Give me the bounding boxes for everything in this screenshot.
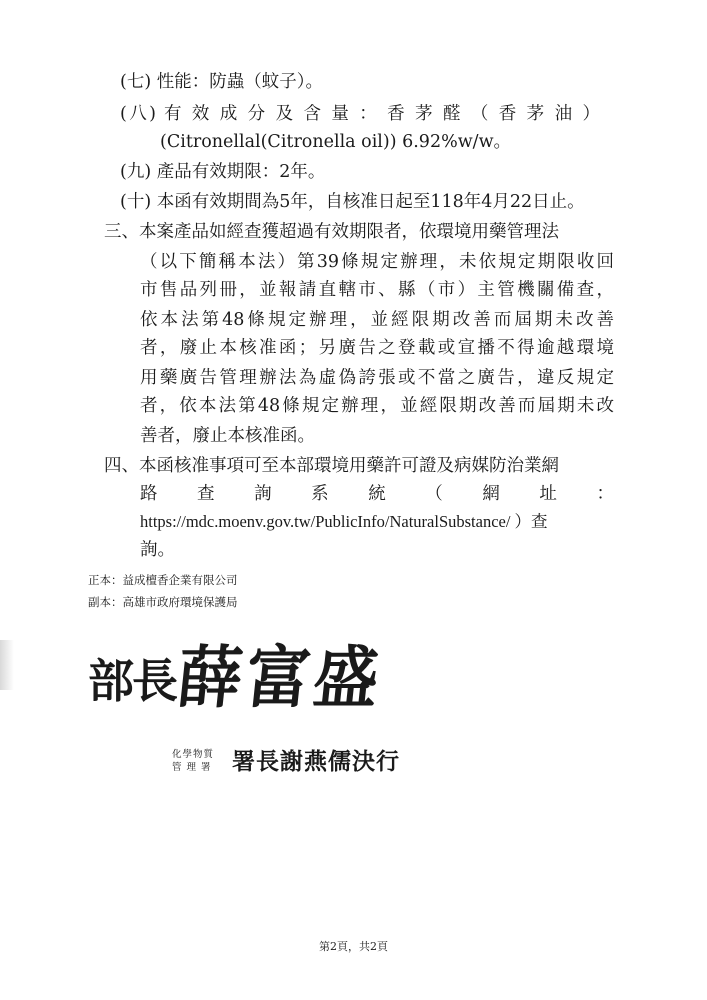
agency-name-line1: 化學物質 xyxy=(172,749,215,760)
item-ten: (十) 本函有效期間為5年，自核准日起至118年4月22日止。 xyxy=(120,192,585,212)
agency-name xyxy=(172,748,228,774)
section-three-line8: 善者，廢止本核准函。 xyxy=(140,426,315,446)
section-three-line3: 市售品列冊，並報請直轄市、縣（市）主管機關備查， xyxy=(140,280,614,300)
section-three-line1: 三、本案產品如經查獲超過有效期限者，依環境用藥管理法 xyxy=(104,222,559,242)
agency-name-line2: 管 理 署 xyxy=(172,762,212,773)
decision-line: 署長謝燕儒決行 xyxy=(232,748,400,775)
item-eight-line1: (八) 有 效 成 分 及 含 量 ： 香 茅 醛 （ 香 茅 油 ） xyxy=(120,104,600,124)
section-three-line2: （以下簡稱本法）第39條規定辦理，未依規定期限收回 xyxy=(140,252,614,272)
section-three-line7: 者，依本法第48條規定辦理，並經限期改善而屆期未改 xyxy=(140,396,614,416)
item-eight-line2: (Citronellal(Citronella oil)) 6.92%w/w。 xyxy=(160,132,512,152)
minister-signature: 薛富盛 xyxy=(173,639,387,718)
recipient-main: 正本：益成檀香企業有限公司 xyxy=(88,573,238,587)
item-seven: (七) 性能：防蟲（蚊子）。 xyxy=(120,72,323,92)
recipient-copy: 副本：高雄市政府環境保護局 xyxy=(88,595,238,609)
section-three-line5: 者，廢止本核准函；另廣告之登載或宣播不得逾越環境 xyxy=(140,338,614,358)
section-four-url-line: https://mdc.moenv.gov.tw/PublicInfo/NaturalSubstance/ ）查 xyxy=(140,512,548,531)
section-four-line1: 四、本函核准事項可至本部環境用藥許可證及病媒防治業網 xyxy=(104,456,559,476)
section-three-line4: 依本法第48條規定辦理，並經限期改善而屆期未改善 xyxy=(140,310,614,330)
section-three-line6: 用藥廣告管理辦法為虛偽誇張或不當之廣告，違反規定 xyxy=(140,368,614,388)
page-number: 第2頁，共2頁 xyxy=(319,940,388,953)
minister-title: 部長 xyxy=(88,654,176,708)
section-four-line2: 路 查 詢 系 統 （ 網 址 ： xyxy=(140,484,614,504)
item-nine: (九) 產品有效期限：2年。 xyxy=(120,162,326,182)
section-four-line4: 詢。 xyxy=(140,540,175,560)
scan-edge-shadow xyxy=(0,640,14,690)
